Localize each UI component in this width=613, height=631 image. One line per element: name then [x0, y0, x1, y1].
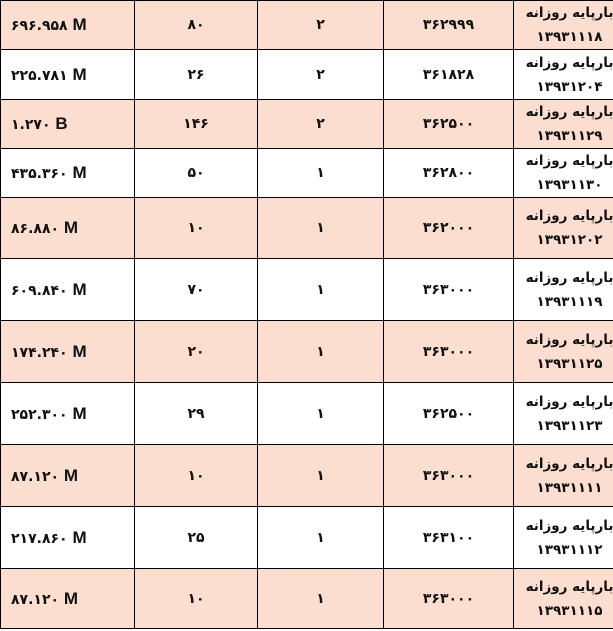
trade-value-unit: M	[72, 279, 87, 299]
trade-value-cell	[1, 198, 135, 259]
price-cell: ۳۶۳۰۰۰	[384, 321, 514, 383]
table-row	[1, 198, 613, 259]
contract-code: ۱۳۹۳۱۱۲۳	[536, 417, 603, 434]
price-cell: ۳۶۲۰۰۰	[384, 198, 514, 259]
trade-value-unit: M	[72, 527, 87, 547]
trade-value-cell	[1, 321, 135, 383]
table-row	[1, 507, 613, 569]
contract-cell	[514, 507, 613, 569]
contract-code: ۱۳۹۳۱۱۳۰	[536, 177, 603, 193]
volume-cell: ۱۴۶	[135, 100, 258, 149]
contract-cell	[514, 445, 613, 507]
table-row	[1, 383, 613, 445]
count-cell: ۱	[258, 569, 384, 629]
count-cell: ۱	[258, 259, 384, 321]
volume-cell: ۲۶	[135, 50, 258, 100]
price-cell: ۳۶۳۱۰۰	[384, 507, 514, 569]
trade-value-cell	[1, 507, 135, 569]
trade-value-unit: B	[55, 114, 68, 133]
trade-value: ۸۷.۱۲۰	[11, 591, 60, 608]
contract-cell	[514, 1, 613, 50]
count-cell: ۱	[258, 198, 384, 259]
trade-value: ۲۲۵.۷۸۱	[11, 67, 68, 84]
trade-value-cell	[1, 445, 135, 507]
trade-value-unit: M	[63, 218, 79, 237]
contract-code: ۱۳۹۳۱۱۱۸	[536, 29, 603, 45]
contract-cell	[514, 100, 613, 149]
price-cell: ۳۶۳۰۰۰	[384, 445, 514, 507]
contract-name: بارپایه روزانه	[525, 578, 613, 595]
trade-value: ۶۰۹.۸۴۰	[11, 282, 68, 299]
trade-value-unit: M	[63, 588, 79, 608]
contract-code: ۱۳۹۳۱۲۰۲	[536, 232, 603, 248]
table-row	[1, 569, 613, 629]
trade-value: ۸۷.۱۲۰	[11, 468, 60, 485]
count-cell: ۱	[258, 445, 384, 507]
count-cell: ۱	[258, 507, 384, 569]
price-cell: ۳۶۲۵۰۰	[384, 100, 514, 149]
price-cell: ۳۶۱۸۲۸	[384, 50, 514, 100]
table-row	[1, 1, 613, 50]
volume-cell: ۱۰	[135, 198, 258, 259]
count-cell: ۱	[258, 383, 384, 445]
trade-value-cell	[1, 149, 135, 198]
trade-value: ۲۵۲.۳۰۰	[11, 406, 68, 423]
table-row	[1, 149, 613, 198]
contract-code: ۱۳۹۳۱۱۲۵	[536, 355, 603, 372]
volume-cell: ۸۰	[135, 1, 258, 50]
contract-cell	[514, 259, 613, 321]
table-row	[1, 259, 613, 321]
trade-value: ۱۷۴.۲۴۰	[11, 344, 68, 361]
trade-value-unit: M	[72, 15, 87, 34]
contract-name: بارپایه روزانه	[525, 331, 613, 348]
trade-value-cell	[1, 1, 135, 50]
contract-cell	[514, 321, 613, 383]
contract-name: بارپایه روزانه	[525, 269, 613, 286]
contract-name: بارپایه روزانه	[525, 393, 613, 410]
trade-value: ۴۳۵.۳۶۰	[11, 166, 68, 182]
contract-cell	[514, 569, 613, 629]
contract-code: ۱۳۹۳۱۱۱۹	[536, 293, 603, 310]
trade-value-cell	[1, 100, 135, 149]
contract-cell	[514, 149, 613, 198]
volume-cell: ۱۰	[135, 445, 258, 507]
contract-name: بارپایه روزانه	[525, 153, 613, 169]
contract-name: بارپایه روزانه	[525, 5, 613, 21]
contract-code: ۱۳۹۳۱۱۱۵	[536, 602, 603, 619]
count-cell: ۲	[258, 100, 384, 149]
trade-value: ۸۶.۸۸۰	[11, 221, 60, 237]
contract-code: ۱۳۹۳۱۱۲۹	[536, 128, 603, 144]
contract-cell	[514, 50, 613, 100]
table-row	[1, 321, 613, 383]
contract-cell	[514, 198, 613, 259]
trade-value-unit: M	[72, 403, 87, 423]
contract-name: بارپایه روزانه	[525, 54, 613, 71]
count-cell: ۲	[258, 1, 384, 50]
count-cell: ۲	[258, 50, 384, 100]
volume-cell: ۲۵	[135, 507, 258, 569]
trade-value-unit: M	[72, 341, 87, 361]
contract-cell	[514, 383, 613, 445]
contract-code: ۱۳۹۳۱۱۱۱	[536, 479, 603, 496]
count-cell: ۱	[258, 321, 384, 383]
price-cell: ۳۶۲۵۰۰	[384, 383, 514, 445]
price-cell: ۳۶۲۹۹۹	[384, 1, 514, 50]
count-cell: ۱	[258, 149, 384, 198]
trade-value-unit: M	[72, 64, 87, 84]
volume-cell: ۱۰	[135, 569, 258, 629]
trade-value-cell	[1, 50, 135, 100]
table-row	[1, 50, 613, 100]
trade-value: ۶۹۶.۹۵۸	[11, 18, 68, 34]
table-row	[1, 100, 613, 149]
volume-cell: ۲۰	[135, 321, 258, 383]
price-cell: ۳۶۳۰۰۰	[384, 259, 514, 321]
volume-cell: ۵۰	[135, 149, 258, 198]
contract-code: ۱۳۹۳۱۱۱۲	[536, 541, 603, 558]
volume-cell: ۷۰	[135, 259, 258, 321]
price-cell: ۳۶۳۰۰۰	[384, 569, 514, 629]
volume-cell: ۲۹	[135, 383, 258, 445]
trade-value-unit: M	[72, 163, 87, 182]
trade-value-unit: M	[63, 465, 79, 485]
contract-name: بارپایه روزانه	[525, 517, 613, 534]
contract-name: بارپایه روزانه	[525, 208, 613, 224]
trade-value: ۲۱۷.۸۶۰	[11, 530, 68, 547]
trade-value-cell	[1, 569, 135, 629]
contract-name: بارپایه روزانه	[525, 104, 613, 120]
table-row	[1, 445, 613, 507]
trade-value-cell	[1, 383, 135, 445]
trade-value-cell	[1, 259, 135, 321]
trade-value: ۱.۲۷۰	[11, 117, 51, 133]
contract-code: ۱۳۹۳۱۲۰۴	[536, 78, 603, 95]
price-cell: ۳۶۲۸۰۰	[384, 149, 514, 198]
contract-name: بارپایه روزانه	[525, 455, 613, 472]
